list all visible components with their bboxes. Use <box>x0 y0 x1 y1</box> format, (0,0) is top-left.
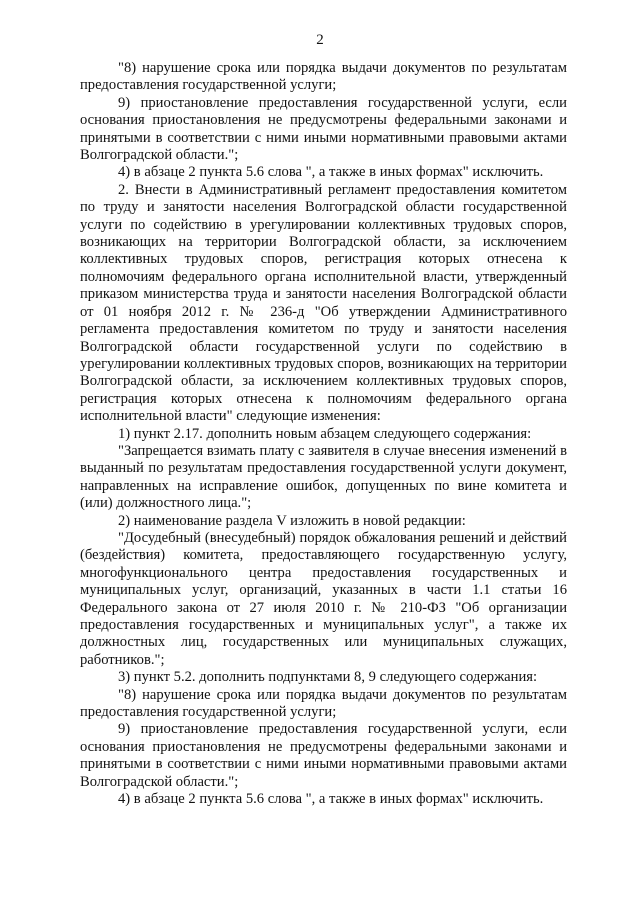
paragraph: "8) нарушение срока или порядка выдачи документов по результатам предоставления государственной услуги; <box>80 686 567 721</box>
document-body <box>80 60 567 808</box>
paragraph: 2) наименование раздела V изложить в новой редакции: <box>118 512 466 529</box>
paragraph: 9) приостановление предоставления государственной услуги, если основания приостановления не предусмотрены федеральными законами и принятыми в соответствии с ними иными нормативными правовыми актами Волгоградской области."; <box>80 721 567 790</box>
paragraph: "8) нарушение срока или порядка выдачи документов по результатам предоставления государственной услуги; <box>80 60 567 94</box>
paragraph: 9) приостановление предоставления государственной услуги, если основания приостановления не предусмотрены федеральными законами и принятыми в соответствии с ними иными нормативными правовыми актами Волгоградской области."; <box>80 94 567 164</box>
paragraph: 4) в абзаце 2 пункта 5.6 слова ", а также в иных формах" исключить. <box>118 791 544 808</box>
paragraph: 3) пункт 5.2. дополнить подпунктами 8, 9 следующего содержания: <box>118 669 538 686</box>
paragraph: 1) пункт 2.17. дополнить новым абзацем следующего содержания: <box>118 425 532 442</box>
paragraph: "Запрещается взимать плату с заявителя в случае внесения изменений в выданный по результатам предоставления государственной услуги документ, направленных на исправление ошибок, допущенных по вине комитета и (или) должностного лица."; <box>80 442 567 512</box>
paragraph: "Досудебный (внесудебный) порядок обжалования решений и действий (бездействия) комитета, предоставляющего государственную услугу, многофункционального центра предоставления государственных и муниципальных услуг, организаций, указанных в части 1.1 статьи 16 Федерального закона от 27 июля 2010 г. № 210-ФЗ "Об организации предоставления государственных и муниципальных услуг", а также их должностных лиц, государственных или муниципальных служащих, работников."; <box>80 529 567 668</box>
paragraph: 4) в абзаце 2 пункта 5.6 слова ", а также в иных формах" исключить. <box>118 164 544 181</box>
page-number: 2 <box>316 32 324 48</box>
paragraph: 2. Внести в Административный регламент предоставления комитетом по труду и занятости населения Волгоградской области государственной услуги по содействию в урегулировании коллективных трудовых споров, возникающих на территории Волгоградской области, за исключением коллективных трудовых споров, регистрация которых отнесена к полномочиям федерального органа исполнительной власти, утвержденный приказом министерства труда и занятости населения Волгоградской области от 01 ноября 2012 г. № 236-д "Об утверждении Административного регламента предоставления комитетом по труду и занятости населения Волгоградской области государственной услуги по содействию в урегулировании коллективных трудовых споров, возникающих на территории Волгоградской области, за исключением коллективных трудовых споров, регистрация которых отнесена к полномочиям федерального органа исполнительной власти" следующие изменения: <box>80 181 567 425</box>
